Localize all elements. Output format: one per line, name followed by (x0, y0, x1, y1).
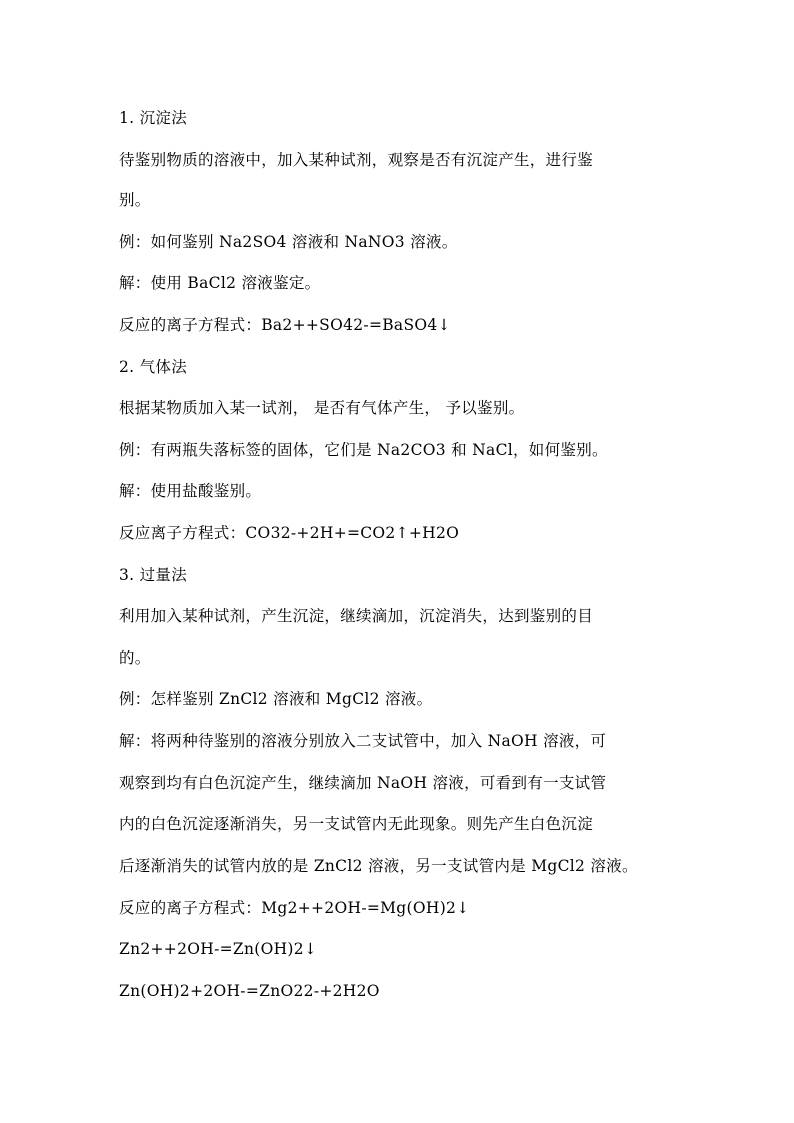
equation-line: 反应的离子方程式：Ba2++SO42-=BaSO4↓ (119, 316, 451, 334)
example-line: 例：怎样鉴别 ZnCl2 溶液和 MgCl2 溶液。 (119, 690, 433, 708)
paragraph-line: 的。 (119, 649, 151, 667)
example-line: 例：有两瓶失落标签的固体，它们是 Na2CO3 和 NaCl，如何鉴别。 (119, 441, 608, 459)
paragraph-line: 内的白色沉淀逐渐消失，另一支试管内无此现象。则先产生白色沉淀 (119, 815, 594, 833)
equation-line: 反应离子方程式：CO32-+2H+=CO2↑+H2O (119, 524, 460, 542)
section-heading-gas: 2. 气体法 (119, 358, 188, 376)
paragraph-line: 观察到均有白色沉淀产生，继续滴加 NaOH 溶液，可看到有一支试管 (119, 774, 607, 792)
solution-line: 解：使用盐酸鉴别。 (119, 482, 262, 500)
example-line: 例：如何鉴别 Na2SO4 溶液和 NaNO3 溶液。 (119, 233, 458, 251)
paragraph-line: 根据某物质加入某一试剂， 是否有气体产生， 予以鉴别。 (119, 399, 525, 417)
paragraph-line: 待鉴别物质的溶液中，加入某种试剂，观察是否有沉淀产生，进行鉴 (119, 151, 594, 169)
section-heading-precipitation: 1. 沉淀法 (119, 109, 188, 127)
equation-line: Zn(OH)2+2OH-=ZnO22-+2H2O (119, 982, 380, 1000)
solution-line: 解：将两种待鉴别的溶液分别放入二支试管中，加入 NaOH 溶液，可 (119, 732, 607, 750)
equation-line: Zn2++2OH-=Zn(OH)2↓ (119, 940, 318, 958)
paragraph-line: 利用加入某种试剂，产生沉淀，继续滴加，沉淀消失，达到鉴别的目 (119, 607, 594, 625)
section-heading-excess: 3. 过量法 (119, 566, 188, 584)
solution-line: 解：使用 BaCl2 溶液鉴定。 (119, 274, 321, 292)
paragraph-line: 后逐渐消失的试管内放的是 ZnCl2 溶液，另一支试管内是 MgCl2 溶液。 (119, 857, 638, 875)
paragraph-line: 别。 (119, 191, 151, 209)
equation-line: 反应的离子方程式：Mg2++2OH-=Mg(OH)2↓ (119, 899, 470, 917)
